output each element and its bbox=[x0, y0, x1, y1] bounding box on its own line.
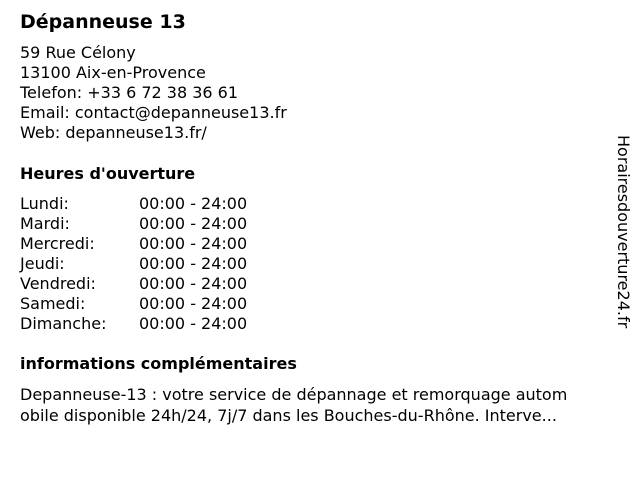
business-name: Dépanneuse 13 bbox=[20, 11, 186, 33]
hours-heading: Heures d'ouverture bbox=[20, 164, 196, 183]
opening-hours-table bbox=[20, 194, 280, 334]
hours-time: 00:00 - 24:00 bbox=[139, 314, 248, 333]
hours-day: Mardi: bbox=[20, 214, 70, 233]
hours-day: Lundi: bbox=[20, 194, 69, 213]
business-description bbox=[20, 384, 620, 426]
hours-time: 00:00 - 24:00 bbox=[139, 254, 248, 273]
hours-row-thursday bbox=[20, 254, 280, 274]
address-street: 59 Rue Célony bbox=[20, 43, 136, 62]
hours-day: Vendredi: bbox=[20, 274, 96, 293]
description-line: Depanneuse-13 : votre service de dépannage et remorquage autom bbox=[20, 385, 568, 404]
hours-day: Dimanche: bbox=[20, 314, 107, 333]
hours-time: 00:00 - 24:00 bbox=[139, 214, 248, 233]
hours-day: Jeudi: bbox=[20, 254, 65, 273]
hours-time: 00:00 - 24:00 bbox=[139, 294, 248, 313]
hours-row-saturday bbox=[20, 294, 280, 314]
hours-time: 00:00 - 24:00 bbox=[139, 194, 248, 213]
hours-row-monday bbox=[20, 194, 280, 214]
hours-row-tuesday bbox=[20, 214, 280, 234]
hours-time: 00:00 - 24:00 bbox=[139, 274, 248, 293]
hours-row-sunday bbox=[20, 314, 280, 334]
hours-row-wednesday bbox=[20, 234, 280, 254]
description-line: obile disponible 24h/24, 7j/7 dans les Bouches-du-Rhône. Interve... bbox=[20, 406, 557, 425]
hours-day: Mercredi: bbox=[20, 234, 95, 253]
web-line: Web: depanneuse13.fr/ bbox=[20, 123, 207, 142]
hours-time: 00:00 - 24:00 bbox=[139, 234, 248, 253]
info-heading: informations complémentaires bbox=[20, 354, 297, 373]
hours-row-friday bbox=[20, 274, 280, 294]
hours-day: Samedi: bbox=[20, 294, 86, 313]
site-watermark: Horairesdouverture24.fr bbox=[614, 135, 633, 329]
email-line: Email: contact@depanneuse13.fr bbox=[20, 103, 287, 122]
address-city: 13100 Aix-en-Provence bbox=[20, 63, 206, 82]
phone-line: Telefon: +33 6 72 38 36 61 bbox=[20, 83, 239, 102]
contact-block bbox=[20, 43, 287, 143]
